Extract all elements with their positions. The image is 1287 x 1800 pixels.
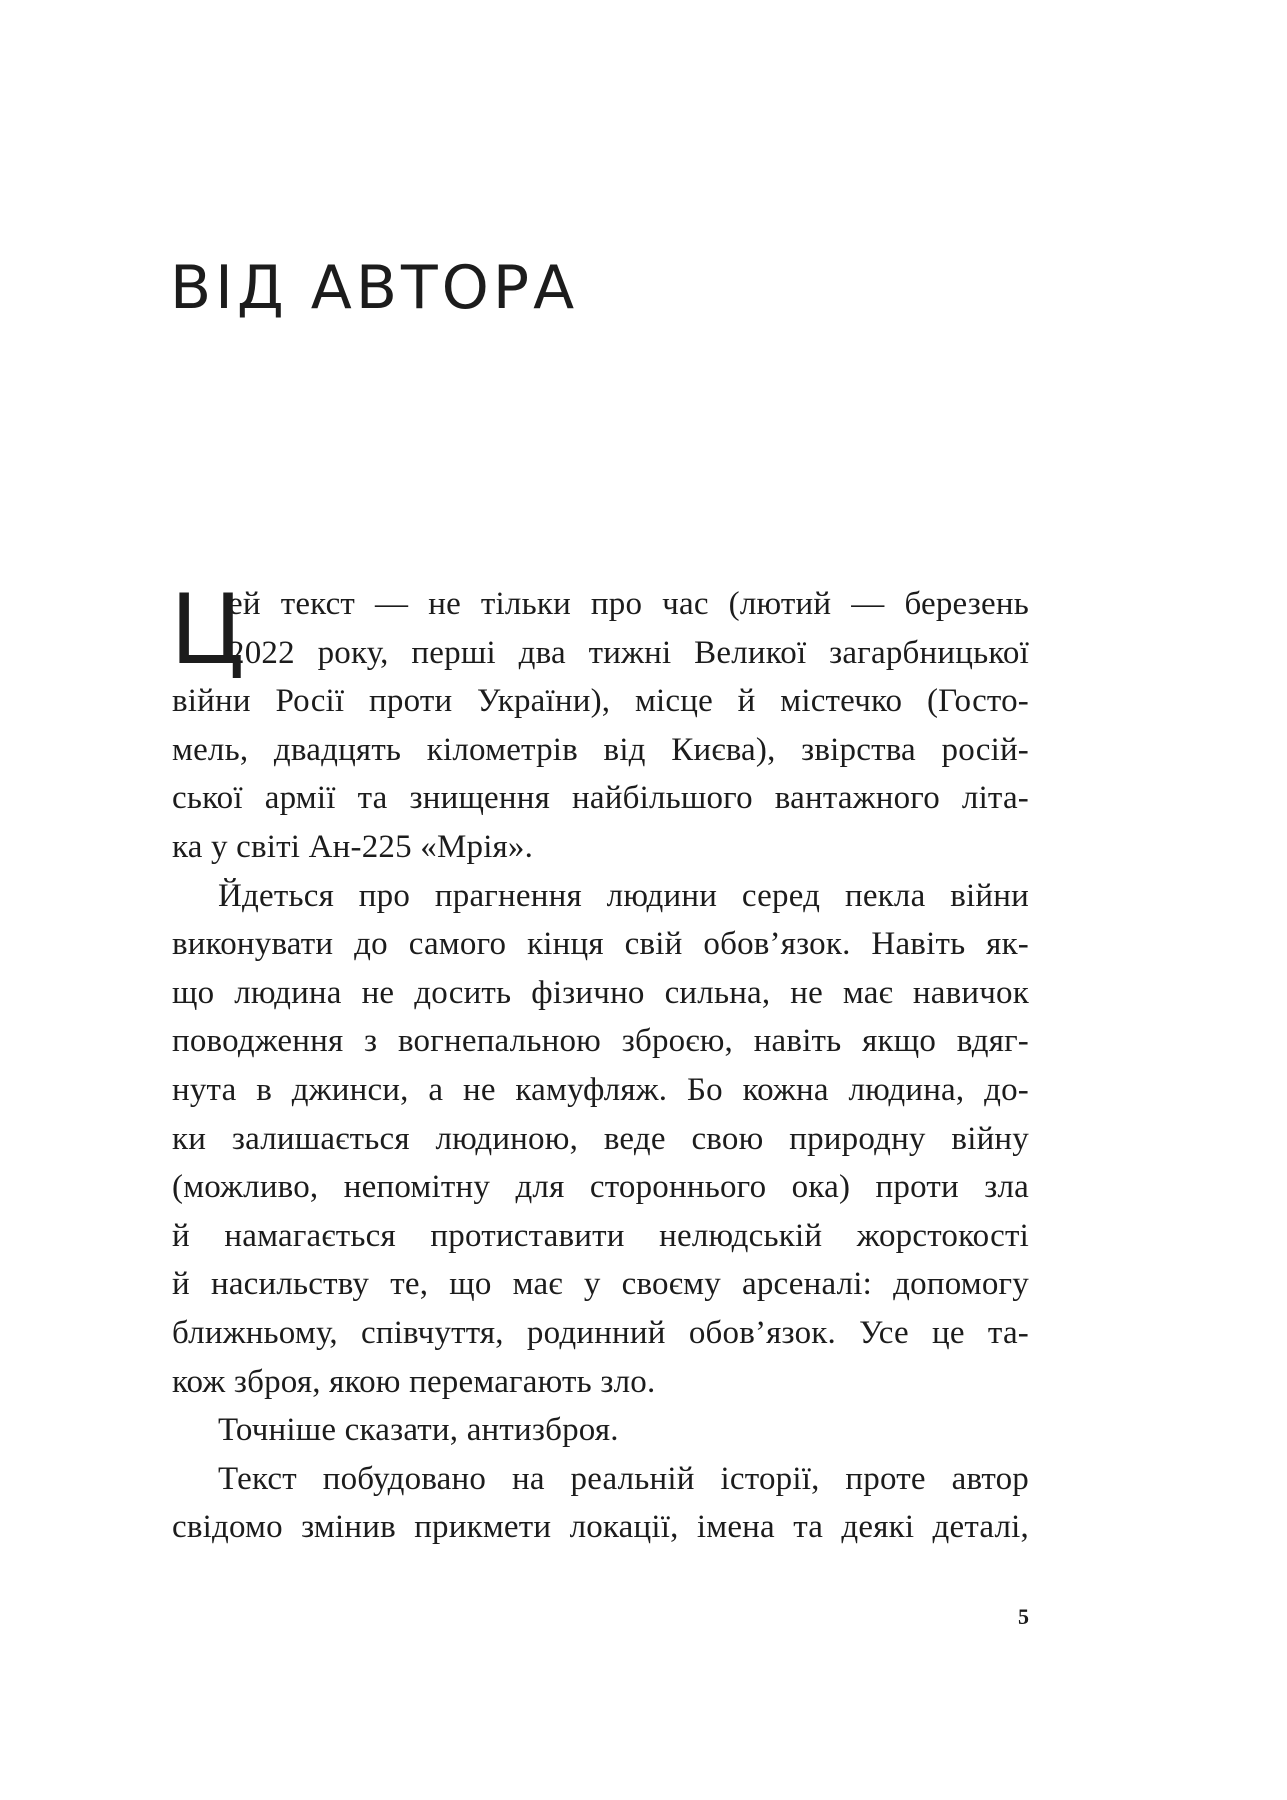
- text-line: Текст побудовано на реальній історії, проте автор: [218, 1460, 1029, 1497]
- text-line: ей текст — не тільки про час (лютий — березень: [228, 586, 1029, 622]
- drop-cap-indented-lines: [170, 574, 1029, 686]
- text-line: нута в джинси, а не камуфляж. Бо кожна людина, до-: [172, 1071, 1029, 1108]
- text-line: (можливо, непомітну для стороннього ока) проти зла: [172, 1169, 1029, 1206]
- text-line: мель, двадцять кілометрів від Києва), звірства росій-: [172, 731, 1029, 768]
- paragraph-3: [172, 1406, 1029, 1455]
- chapter-title: ВІД АВТОРА: [170, 253, 579, 323]
- page-number: 5: [1018, 1604, 1029, 1629]
- text-line: ближньому, співчуття, родинний обов’язок. Усе це та-: [172, 1314, 1029, 1351]
- text-line: поводження з вогнепальною зброєю, навіть якщо вдяг-: [172, 1023, 1029, 1060]
- paragraph-4: [172, 1455, 1029, 1552]
- paragraph-1: [170, 574, 1029, 872]
- text-line: ка у світі Ан-225 «Мрія».: [172, 828, 534, 865]
- text-line: й намагається протиставити нелюдській жорстокості: [172, 1217, 1029, 1254]
- body-text: [170, 574, 1029, 1552]
- text-line: що людина не досить фізично сильна, не має навичок: [172, 974, 1029, 1011]
- text-line: Йдеться про прагнення людини серед пекла війни: [218, 877, 1029, 914]
- text-line: 2022 року, перші два тижні Великої загарбницької: [228, 634, 1029, 671]
- text-line: Точніше сказати, антизброя.: [218, 1412, 619, 1449]
- text-line: війни Росії проти України), місце й містечко (Госто-: [172, 683, 1029, 720]
- text-line: свідомо змінив прикмети локації, імена та деякі деталі,: [172, 1509, 1029, 1546]
- text-line: виконувати до самого кінця свій обов’язок. Навіть як-: [172, 926, 1029, 963]
- text-line: ки залишається людиною, веде свою природну війну: [172, 1120, 1029, 1157]
- text-line: й насильству те, що має у своєму арсеналі: допомогу: [172, 1266, 1029, 1303]
- drop-cap-letter: Ц: [170, 574, 245, 686]
- paragraph-2: [172, 872, 1029, 1407]
- text-line: ської армії та знищення найбільшого вантажного літа-: [172, 780, 1029, 817]
- text-line: кож зброя, якою перемагають зло.: [172, 1363, 656, 1400]
